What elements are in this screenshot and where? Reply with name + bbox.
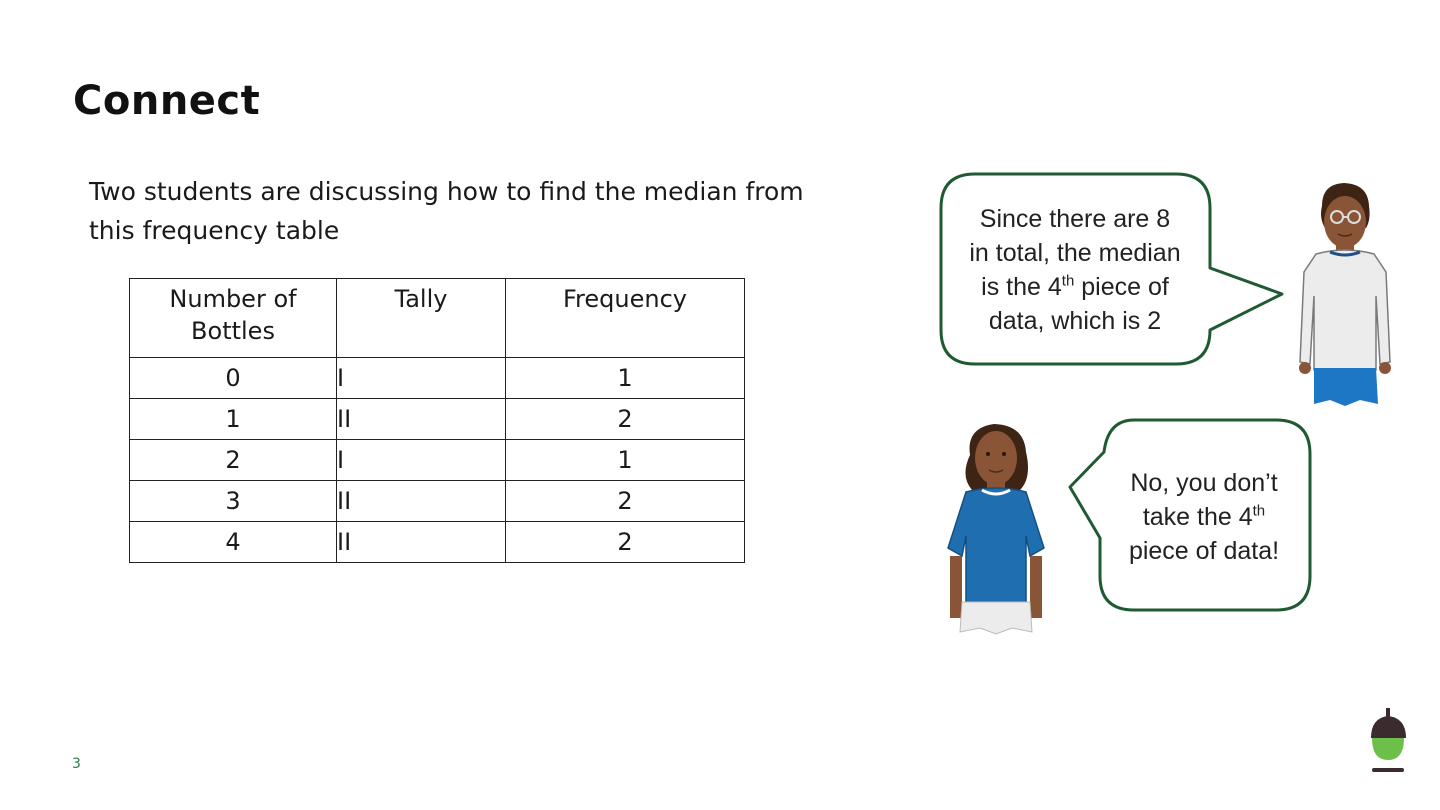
student-2-illustration	[948, 424, 1044, 634]
student-1-illustration	[1299, 183, 1391, 406]
speech-text-1	[950, 202, 1200, 338]
cell-bottles: 3	[130, 481, 337, 522]
intro-text: Two students are discussing how to find the median from this frequency table	[89, 177, 804, 245]
cell-tally: I	[337, 440, 506, 481]
speech-1-line: Since there are 8	[979, 205, 1171, 233]
cell-tally: II	[337, 522, 506, 563]
cell-bottles: 4	[130, 522, 337, 563]
cell-frequency: 2	[506, 481, 745, 522]
cell-frequency: 2	[506, 522, 745, 563]
acorn-logo	[1371, 708, 1406, 772]
header-number-of-bottles: Number of Bottles	[130, 279, 337, 358]
cell-frequency: 2	[506, 399, 745, 440]
superscript-th: th	[1061, 272, 1075, 290]
speech-1-line	[950, 270, 1200, 304]
speech-2-line	[1104, 500, 1304, 534]
superscript-th: th	[1252, 502, 1266, 520]
speech-1-line: data, which is 2	[988, 307, 1162, 335]
cell-bottles: 0	[130, 358, 337, 399]
page-number: 3	[72, 756, 81, 772]
speech-2-line-part: take the 4	[1142, 503, 1253, 531]
cell-tally: I	[337, 358, 506, 399]
header-frequency: Frequency	[506, 279, 745, 358]
cell-tally: II	[337, 399, 506, 440]
cell-bottles: 2	[130, 440, 337, 481]
speech-2-line: piece of data!	[1128, 537, 1280, 565]
cell-frequency: 1	[506, 440, 745, 481]
cell-tally: II	[337, 481, 506, 522]
speech-1-line: in total, the median	[969, 239, 1181, 267]
header-tally: Tally	[337, 279, 506, 358]
speech-1-line-part: is the 4	[981, 273, 1062, 301]
slide-title: Connect	[73, 78, 261, 124]
cell-frequency: 1	[506, 358, 745, 399]
speech-text-2	[1104, 466, 1304, 568]
speech-1-line-part: piece of	[1074, 273, 1169, 301]
cell-bottles: 1	[130, 399, 337, 440]
speech-2-line: No, you don’t	[1130, 469, 1278, 497]
